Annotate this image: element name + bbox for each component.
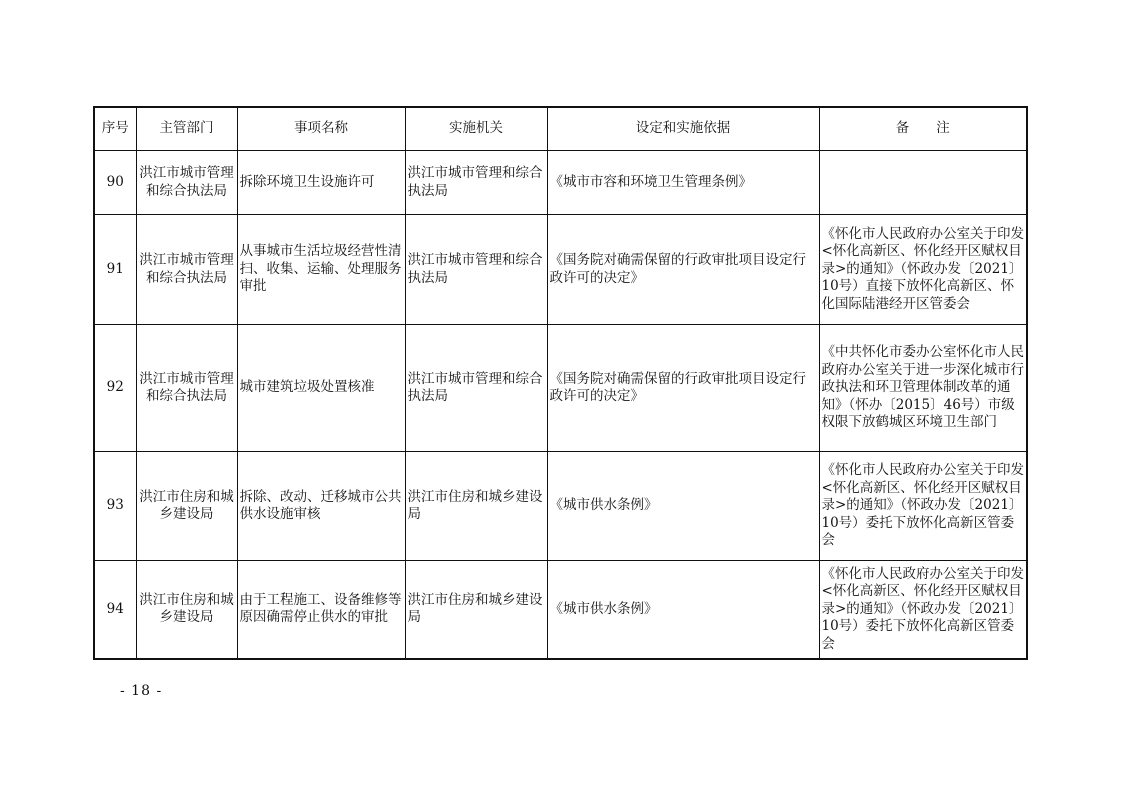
row-agency: 洪江市住房和城乡建设局	[405, 561, 547, 659]
table-header-row	[94, 107, 1027, 151]
row-remark	[819, 151, 1027, 215]
row-dept: 洪江市住房和城乡建设局	[136, 561, 237, 659]
row-no: 91	[94, 215, 136, 325]
row-dept: 洪江市城市管理和综合执法局	[136, 215, 237, 325]
row-dept: 洪江市住房和城乡建设局	[136, 452, 237, 561]
header-no: 序号	[94, 107, 136, 151]
table-row	[94, 452, 1027, 561]
row-no: 90	[94, 151, 136, 215]
header-dept: 主管部门	[136, 107, 237, 151]
page-number: - 18 -	[120, 683, 163, 699]
header-remark: 备 注	[819, 107, 1027, 151]
table-row	[94, 215, 1027, 325]
row-basis: 《国务院对确需保留的行政审批项目设定行政许可的决定》	[547, 325, 819, 452]
row-remark: 《怀化市人民政府办公室关于印发<怀化高新区、怀化经开区赋权目录>的通知》（怀政办发〔2021〕10号）直接下放怀化高新区、怀化国际陆港经开区管委会	[819, 215, 1027, 325]
row-dept: 洪江市城市管理和综合执法局	[136, 325, 237, 452]
approval-items-table	[93, 106, 1028, 660]
row-item: 拆除环境卫生设施许可	[237, 151, 405, 215]
row-no: 92	[94, 325, 136, 452]
row-basis: 《国务院对确需保留的行政审批项目设定行政许可的决定》	[547, 215, 819, 325]
row-agency: 洪江市住房和城乡建设局	[405, 452, 547, 561]
header-agency: 实施机关	[405, 107, 547, 151]
row-item: 城市建筑垃圾处置核准	[237, 325, 405, 452]
row-item: 从事城市生活垃圾经营性清扫、收集、运输、处理服务审批	[237, 215, 405, 325]
row-dept: 洪江市城市管理和综合执法局	[136, 151, 237, 215]
row-basis: 《城市供水条例》	[547, 561, 819, 659]
row-no: 93	[94, 452, 136, 561]
row-remark: 《怀化市人民政府办公室关于印发<怀化高新区、怀化经开区赋权目录>的通知》（怀政办发〔2021〕10号）委托下放怀化高新区管委会	[819, 561, 1027, 659]
row-remark: 《怀化市人民政府办公室关于印发<怀化高新区、怀化经开区赋权目录>的通知》（怀政办发〔2021〕10号）委托下放怀化高新区管委会	[819, 452, 1027, 561]
row-basis: 《城市供水条例》	[547, 452, 819, 561]
row-agency: 洪江市城市管理和综合执法局	[405, 325, 547, 452]
row-no: 94	[94, 561, 136, 659]
row-agency: 洪江市城市管理和综合执法局	[405, 151, 547, 215]
row-item: 拆除、改动、迁移城市公共供水设施审核	[237, 452, 405, 561]
row-remark: 《中共怀化市委办公室怀化市人民政府办公室关于进一步深化城市行政执法和环卫管理体制改革的通知》（怀办〔2015〕46号）市级权限下放鹤城区环境卫生部门	[819, 325, 1027, 452]
row-basis: 《城市市容和环境卫生管理条例》	[547, 151, 819, 215]
table-row	[94, 325, 1027, 452]
header-basis: 设定和实施依据	[547, 107, 819, 151]
row-agency: 洪江市城市管理和综合执法局	[405, 215, 547, 325]
document-page	[93, 106, 1026, 660]
header-item: 事项名称	[237, 107, 405, 151]
row-item: 由于工程施工、设备维修等原因确需停止供水的审批	[237, 561, 405, 659]
table-row	[94, 151, 1027, 215]
table-row	[94, 561, 1027, 659]
